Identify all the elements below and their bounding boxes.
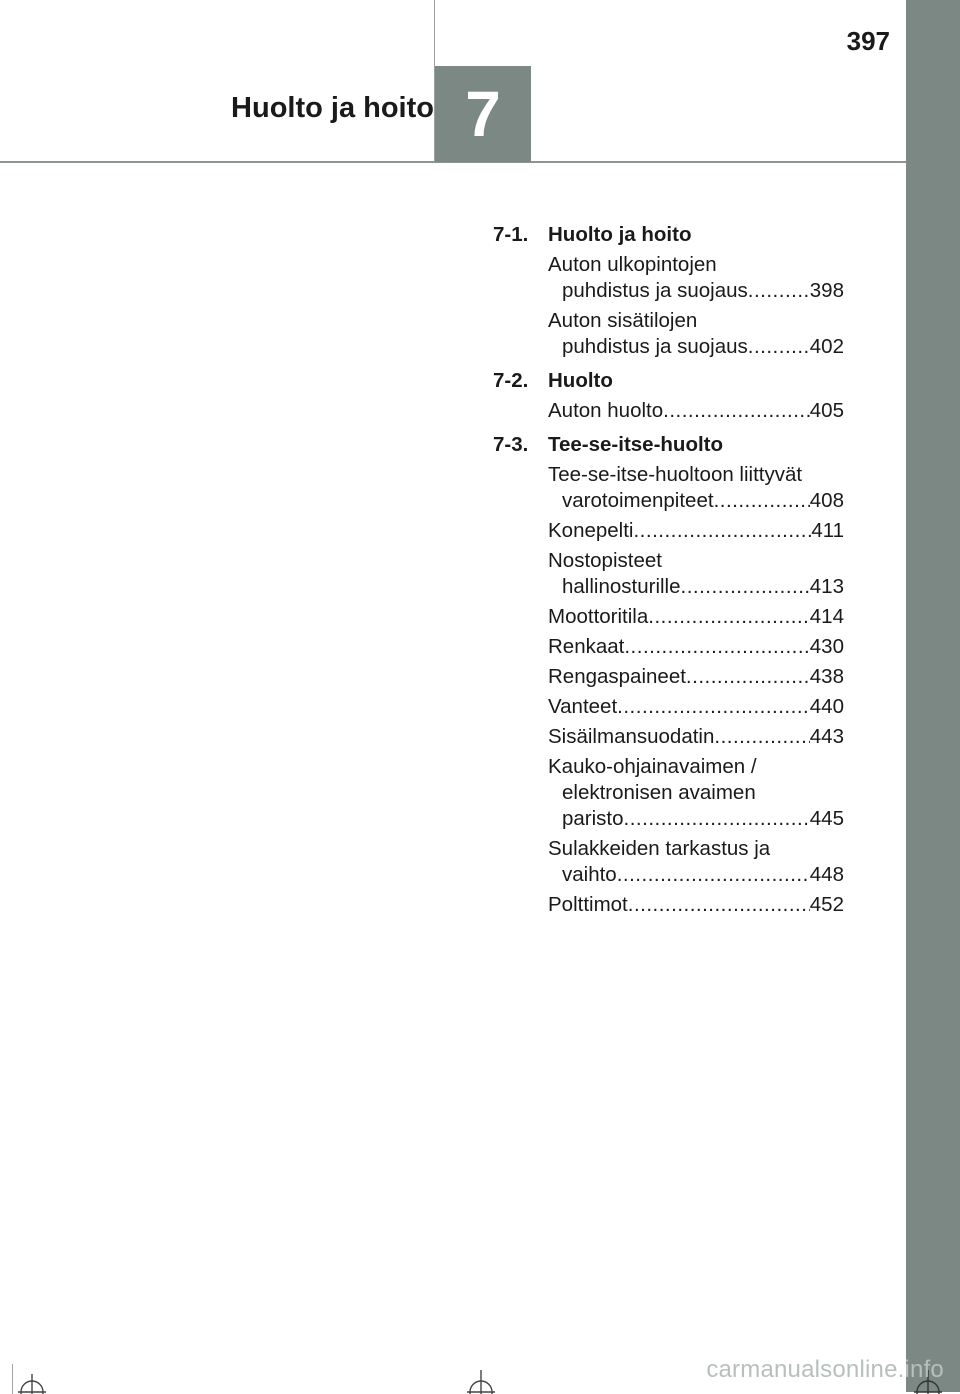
entry-title: hallinosturille [562,575,681,598]
entry-title-line: Auton sisätilojen [548,309,698,332]
page-ref: 405 [809,399,844,422]
entry-title: vaihto [562,863,617,886]
dot-leader [628,892,810,918]
toc-entry[interactable] [548,398,844,424]
watermark: carmanualsonline.info [706,1356,944,1383]
entry-title-line: Nostopisteet [548,549,662,572]
toc-section [493,432,844,918]
page-ref: 440 [809,695,844,718]
toc-entry[interactable] [548,462,844,514]
page-ref: 443 [809,725,844,748]
entry-title: Moottoritila [548,605,649,628]
page-ref: 452 [809,893,844,916]
dot-leader [686,664,810,690]
toc-entry[interactable] [548,308,844,360]
page-ref: 398 [809,279,844,302]
toc-entry[interactable] [548,518,844,544]
entry-row [548,518,844,544]
dot-leader [748,278,810,304]
dot-leader [714,724,809,750]
dot-leader [633,518,811,544]
entry-title: Auton huolto [548,399,664,422]
section-number: 7-2. [493,369,529,392]
entry-title-line: Kauko-ohjainavaimen / [548,755,757,778]
dot-leader [681,574,810,600]
chapter-number-box [435,66,531,162]
dot-leader [617,862,810,888]
entry-row [548,634,844,660]
table-of-contents [493,222,844,926]
toc-entry[interactable] [548,694,844,720]
entry-title-line: Auton ulkopintojen [548,253,717,276]
entry-title: Vanteet [548,695,618,718]
entry-row [548,574,844,600]
section-title: Tee-se-itse-huolto [548,433,724,456]
entry-row [548,862,844,888]
dot-leader [617,694,810,720]
toc-section [493,222,844,360]
toc-entry[interactable] [548,836,844,888]
entry-title: Renkaat [548,635,625,658]
entry-row [548,694,844,720]
page-number: 397 [846,26,890,56]
section-title: Huolto ja hoito [548,223,692,246]
page-ref: 408 [809,489,844,512]
page-ref: 448 [809,863,844,886]
chapter-title: Huolto ja hoito [231,92,434,124]
entry-title-line: Tee-se-itse-huoltoon liittyvät [548,463,803,486]
page-ref: 413 [809,575,844,598]
entry-title: Konepelti [548,519,634,542]
dot-leader [663,398,810,424]
page-ref: 438 [809,665,844,688]
toc-entry[interactable] [548,724,844,750]
crop-mark-center [461,1364,501,1394]
entry-row [548,488,844,514]
entry-title: puhdistus ja suojaus [562,279,748,302]
toc-section [493,368,844,424]
page-ref: 414 [809,605,844,628]
section-heading[interactable] [493,432,844,458]
entry-row [548,724,844,750]
entry-title: puhdistus ja suojaus [562,335,748,358]
entry-row [548,806,844,832]
toc-entry[interactable] [548,634,844,660]
entry-title: Polttimot [548,893,628,916]
crop-mark-left [12,1364,52,1394]
toc-entry[interactable] [548,892,844,918]
entry-row [548,278,844,304]
toc-entry[interactable] [548,604,844,630]
section-heading[interactable] [493,368,844,394]
section-number: 7-1. [493,223,529,246]
entry-title-line: Sulakkeiden tarkastus ja [548,837,771,860]
dot-leader [714,488,810,514]
section-title: Huolto [548,369,613,392]
toc-entry[interactable] [548,754,844,832]
entry-title: varotoimenpiteet [562,489,714,512]
page-ref: 430 [809,635,844,658]
entry-row [548,398,844,424]
entry-title-line: elektronisen avaimen [562,781,756,804]
chapter-side-tab [906,0,960,1392]
dot-leader [648,604,810,630]
entry-row [548,334,844,360]
dot-leader [624,806,810,832]
entry-title: paristo [562,807,624,830]
dot-leader [624,634,809,660]
toc-entry[interactable] [548,252,844,304]
entry-title: Sisäilmansuodatin [548,725,715,748]
section-heading[interactable] [493,222,844,248]
toc-entry[interactable] [548,548,844,600]
page-ref: 402 [809,335,844,358]
entry-row [548,604,844,630]
entry-row [548,892,844,918]
section-number: 7-3. [493,433,529,456]
entry-title: Rengaspaineet [548,665,686,688]
toc-entry[interactable] [548,664,844,690]
page-ref: 411 [811,519,844,542]
page-ref: 445 [809,807,844,830]
entry-row [548,664,844,690]
dot-leader [748,334,810,360]
chapter-number: 7 [465,78,501,150]
